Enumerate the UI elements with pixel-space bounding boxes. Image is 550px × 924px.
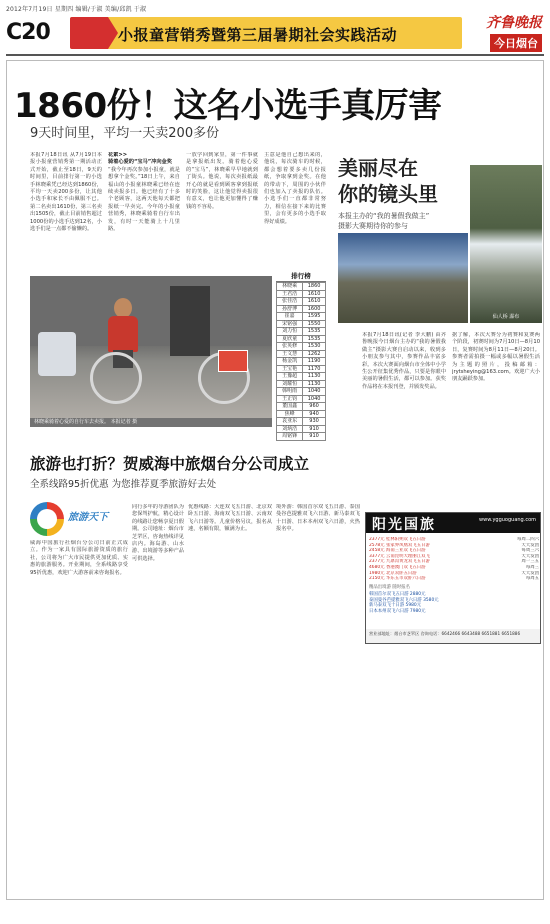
travel-column-4: 境外游：韩国首尔双飞五日游、泰国曼谷芭提雅双飞六日游、新马泰双飞十日游、日本本州双飞六日游，火热报名中。 xyxy=(276,504,360,533)
sidebar-subtitle: 骑着心爱的“宝马”冲向金奖 xyxy=(108,159,172,166)
ranking-row xyxy=(277,298,326,306)
lead-headline: 1860份！这名小选手真厉害 xyxy=(14,86,442,126)
ranking-name: 夏欣童 xyxy=(277,335,303,343)
ranking-row xyxy=(277,343,326,351)
ad-overseas-row: 韩国首尔双飞五日游 2880元 xyxy=(369,592,426,597)
ad-route-schedule: 天天发团 xyxy=(521,553,539,559)
travel-agency-ad xyxy=(365,512,541,644)
ranking-count: 1600 xyxy=(303,305,326,313)
travel-column-2: 同行多年的导游团队为您保驾护航，精心设计的线路让您畅享夏日假期。公司地址：烟台市芝罘区，咨询热线详见店内。海岛游、山水游、出境游等多种产品可供选择。 xyxy=(132,504,184,562)
ranking-row xyxy=(277,283,326,291)
ranking-count: 1130 xyxy=(303,380,326,388)
ranking-row xyxy=(277,388,326,396)
ranking-name: 王正钧 xyxy=(277,395,303,403)
ranking-row xyxy=(277,373,326,381)
ranking-name: 王文慧 xyxy=(277,350,303,358)
sidebar-label: 花絮>> xyxy=(108,152,128,158)
ranking-row xyxy=(277,403,326,411)
ranking-row xyxy=(277,313,326,321)
ranking-count: 1170 xyxy=(303,365,326,373)
ranking-rows xyxy=(276,282,326,441)
ranking-name: 韩明雨 xyxy=(277,388,303,396)
ranking-count: 1535 xyxy=(303,328,326,336)
ad-overseas-row: 新马泰双飞十日游 5980元 xyxy=(369,603,422,609)
ad-route-name: 2458元 海南三亚双飞五日游 xyxy=(369,548,426,554)
ranking-count: 910 xyxy=(303,425,326,433)
ad-subheading: 精品出境游 随时报名 xyxy=(369,585,410,590)
masthead xyxy=(6,12,544,52)
ad-overseas-row: 泰国曼谷芭提雅双飞六日游 3580元 xyxy=(369,597,439,603)
ranking-name: 刘力恒 xyxy=(277,328,303,336)
lead-column-1: 本报7月18日讯 从7月19日本报小报童营销秀第一期活动正式开始，截止至18日，9天的时间里，目前排行第一的小选手林晓乘凭已经达到1860份，平均一天卖200多份，让其他小选手和家长不由佩服不已。第二名卖出1610份，第三名卖出1505份，截止目前销售超过1000份的小选手达到12名，小选手们是一点都不偷懒的。 xyxy=(30,152,102,233)
waterfall-label: 仙人桥 瀑布 xyxy=(492,314,520,320)
sidebar-body: “我今年再次参加小报童，就是想拿个金奖。”18日上午，来自福山的小报童林晓乘已经在连续卖报多日。他已经有了十多个老顾客，这两天他每天都把报纸一早卖完。今年的小报童营销秀，林晓乘骑着自行车出发，有时一天能骑上十几里路。 xyxy=(108,166,180,233)
contest-blurb-line-2: 摄影大赛期待你的参与 xyxy=(338,222,408,230)
ranking-row xyxy=(277,433,326,441)
contest-heading-line-2: 你的镜头里 xyxy=(338,182,438,206)
ranking-row xyxy=(277,305,326,313)
ranking-row xyxy=(277,395,326,403)
ranking-count: 1595 xyxy=(303,313,326,321)
ranking-row xyxy=(277,425,326,433)
ranking-name: 张英修 xyxy=(277,343,303,351)
ranking-count: 1530 xyxy=(303,343,326,351)
contest-waterfall-photo xyxy=(470,165,542,323)
contest-heading xyxy=(338,155,438,207)
lead-subhead: 9天时间里，平均一天卖200多份 xyxy=(30,126,220,141)
ad-route-schedule: 每周三 xyxy=(525,564,539,570)
photo-bicycle xyxy=(90,346,250,406)
globe-icon xyxy=(30,502,64,536)
ranking-name: 孙舒博 xyxy=(277,305,303,313)
ranking-name: 王豫超 xyxy=(277,373,303,381)
ranking-count: 1610 xyxy=(303,290,326,298)
ranking-count: 1610 xyxy=(303,298,326,306)
ranking-row xyxy=(277,365,326,373)
campaign-banner xyxy=(70,17,462,49)
page-code: C20 xyxy=(6,20,50,45)
ad-route-name: 1980元 北京双卧五日游 xyxy=(369,570,417,576)
travel-logo xyxy=(30,500,128,538)
ranking-name: 焦峰 xyxy=(277,410,303,418)
ad-route-list xyxy=(369,537,539,582)
ad-route-name: 2377元 桂林阳朔双飞五日游 xyxy=(369,537,426,542)
ad-route-row xyxy=(369,576,539,582)
ranking-count: 1130 xyxy=(303,373,326,381)
ranking-name: 崔嘉 xyxy=(277,313,303,321)
ranking-name: 刘耀恒 xyxy=(277,380,303,388)
ranking-row xyxy=(277,290,326,298)
ad-route-name: 2150元 华东五市双卧六日游 xyxy=(369,576,426,582)
ranking-row xyxy=(277,380,326,388)
ranking-count: 1040 xyxy=(303,395,326,403)
photo-contest-feature xyxy=(330,145,542,330)
ad-header-bar xyxy=(366,513,540,533)
ranking-count: 930 xyxy=(303,418,326,426)
ranking-name: 袁亚东 xyxy=(277,418,303,426)
ad-route-schedule: 天天发团 xyxy=(521,570,539,576)
lead-column-3: 一放学回到家里，第一件事就是拿报纸出发。骑着他心爱的“宝马”，林晓乘早早地就到了街头。他说，每次卖报纸最开心的就是看到顾客拿到报纸时的笑脸，这让他觉得卖报很有意义，也让他更加懂得了赚钱的不容易。 xyxy=(186,152,258,210)
ranking-name: 张佳浩 xyxy=(277,298,303,306)
dateline: 2012年7月19日 星期四 编辑/于淑 美编/邱凯 于淑 xyxy=(6,6,147,13)
ranking-title: 排行榜 xyxy=(276,270,326,282)
ranking-count: 940 xyxy=(303,410,326,418)
ranking-name: 杨金凯 xyxy=(277,358,303,366)
ad-route-name: 2377元 九寨沟黄龙双飞五日游 xyxy=(369,559,430,565)
ad-route-name: 3377元 云南昆明大理丽江双飞 xyxy=(369,553,430,559)
travel-column-1: 威海中国旅行社烟台分公司日前正式成立。作为一家具有国际旅游资质的旅行社，公司将为广大市民提供更加优质、实惠的旅游服务。开业期间，全系线路享受95折优惠，欢迎广大游客前来咨询报名。 xyxy=(30,540,128,576)
ranking-row xyxy=(277,328,326,336)
banner-title: 小报童营销秀暨第三届暑期社会实践活动 xyxy=(118,26,398,44)
ranking-row xyxy=(277,418,326,426)
contest-landscape-photo xyxy=(338,233,468,323)
ad-route-schedule: 天天发团 xyxy=(521,542,539,548)
ad-footer: 营业部地址：烟台市芝罘区 咨询电话：6642466 6643488 6651881 6651886 xyxy=(366,629,540,643)
ranking-row xyxy=(277,320,326,328)
contest-blurb xyxy=(338,211,429,231)
lead-column-4: 主意是他自己想出来的，他说，每次骑车的时候，都会想着要多卖几份报纸，争取拿到金奖。在他的带动下，周围的小伙伴们也加入了卖报的队伍。小选手们一直都非常努力，相信在接下来的比赛里，会有更多的小选手取得好成绩。 xyxy=(264,152,326,225)
ranking-row xyxy=(277,410,326,418)
banner-accent xyxy=(70,17,108,49)
ad-route-name: 4680元 香港澳门双飞五日游 xyxy=(369,564,426,570)
ad-route-schedule: 每周二四六 xyxy=(517,537,539,542)
photo-caption: 林晓乘骑着心爱的自行车去卖报。 本报记者 摄 xyxy=(30,418,272,427)
travel-logo-text: 旅游天下 xyxy=(68,512,108,523)
ranking-name: 董国鑫 xyxy=(277,403,303,411)
ad-route-name: 2578元 张家界凤凰双飞五日游 xyxy=(369,542,430,548)
ad-overseas-row: 日本本州双飞六日游 7980元 xyxy=(369,608,426,614)
ad-route-schedule: 每周五 xyxy=(525,576,539,582)
newspaper-logo xyxy=(462,12,542,52)
ad-overseas-list xyxy=(369,592,539,614)
ranking-count: 1860 xyxy=(303,283,326,291)
contest-column-1: 本报7月18日讯(记者 李大鹏) 由齐鲁晚报今日烟台主办的“我的暑假我做主”摄影大赛自启动以来，收到多小朋友参与其中，参赛作品丰富多彩。本次大赛面向烟台市全体中小学生公开征集优秀作品，只要是你眼中美丽的暑假生活，都可以参加。获奖作品将在本报刊登，并颁发奖品。 xyxy=(362,332,446,390)
ranking-name: 周铭锋 xyxy=(277,433,303,441)
ranking-count: 910 xyxy=(303,433,326,441)
paper-name: 齐鲁晚报 xyxy=(486,15,542,31)
ad-route-schedule: 每周三六 xyxy=(521,548,539,554)
ranking-name: 王君浩 xyxy=(277,290,303,298)
ranking-count: 1550 xyxy=(303,320,326,328)
ranking-name: 刘炳浩 xyxy=(277,425,303,433)
photo-newspaper-bag xyxy=(38,332,76,376)
ad-route-schedule: 周一三五 xyxy=(521,559,539,565)
ranking-row xyxy=(277,358,326,366)
ranking-count: 1040 xyxy=(303,388,326,396)
ranking-count: 1535 xyxy=(303,335,326,343)
section-name: 今日烟台 xyxy=(490,34,542,52)
ranking-name: 宋铭强 xyxy=(277,320,303,328)
ranking-name: 林晓乘 xyxy=(277,283,303,291)
ranking-count: 1190 xyxy=(303,358,326,366)
ranking-count: 960 xyxy=(303,403,326,411)
contest-blurb-line-1: 本报主办的“我的暑假我做主” xyxy=(338,212,430,220)
contest-column-2: 据了解，本次大赛分为初赛和复赛两个阶段，初赛时间为7月10日—8月10日，复赛时间为8月11日—8月20日。参赛者需拍摄一幅或多幅以暑假生活为主题的照片，投稿邮箱：jrytsheying@163.com。欢迎广大小朋友踊跃参加。 xyxy=(452,332,540,383)
ad-website: www.ygguoguang.com xyxy=(479,517,536,523)
ranking-row xyxy=(277,350,326,358)
travel-subhead: 全系线路95折优惠 为您推荐夏季旅游好去处 xyxy=(30,479,217,490)
ranking-table xyxy=(276,270,326,441)
travel-headline: 旅游也打折？贺威海中旅烟台分公司成立 xyxy=(30,455,310,473)
lead-column-2 xyxy=(108,152,180,270)
travel-column-3: 优惠线路：大连双飞五日游、北京双卧五日游、海南双飞五日游、云南双飞六日游等。儿童价格另议，报名从速，名额有限，额满为止。 xyxy=(188,504,272,533)
contest-heading-line-1: 美丽尽在 xyxy=(338,156,418,180)
header-rule xyxy=(6,54,544,56)
ranking-name: 王宝艳 xyxy=(277,365,303,373)
lead-photo xyxy=(30,276,272,418)
ranking-row xyxy=(277,335,326,343)
ranking-count: 1262 xyxy=(303,350,326,358)
ad-brand: 阳光国旅 xyxy=(372,517,436,533)
